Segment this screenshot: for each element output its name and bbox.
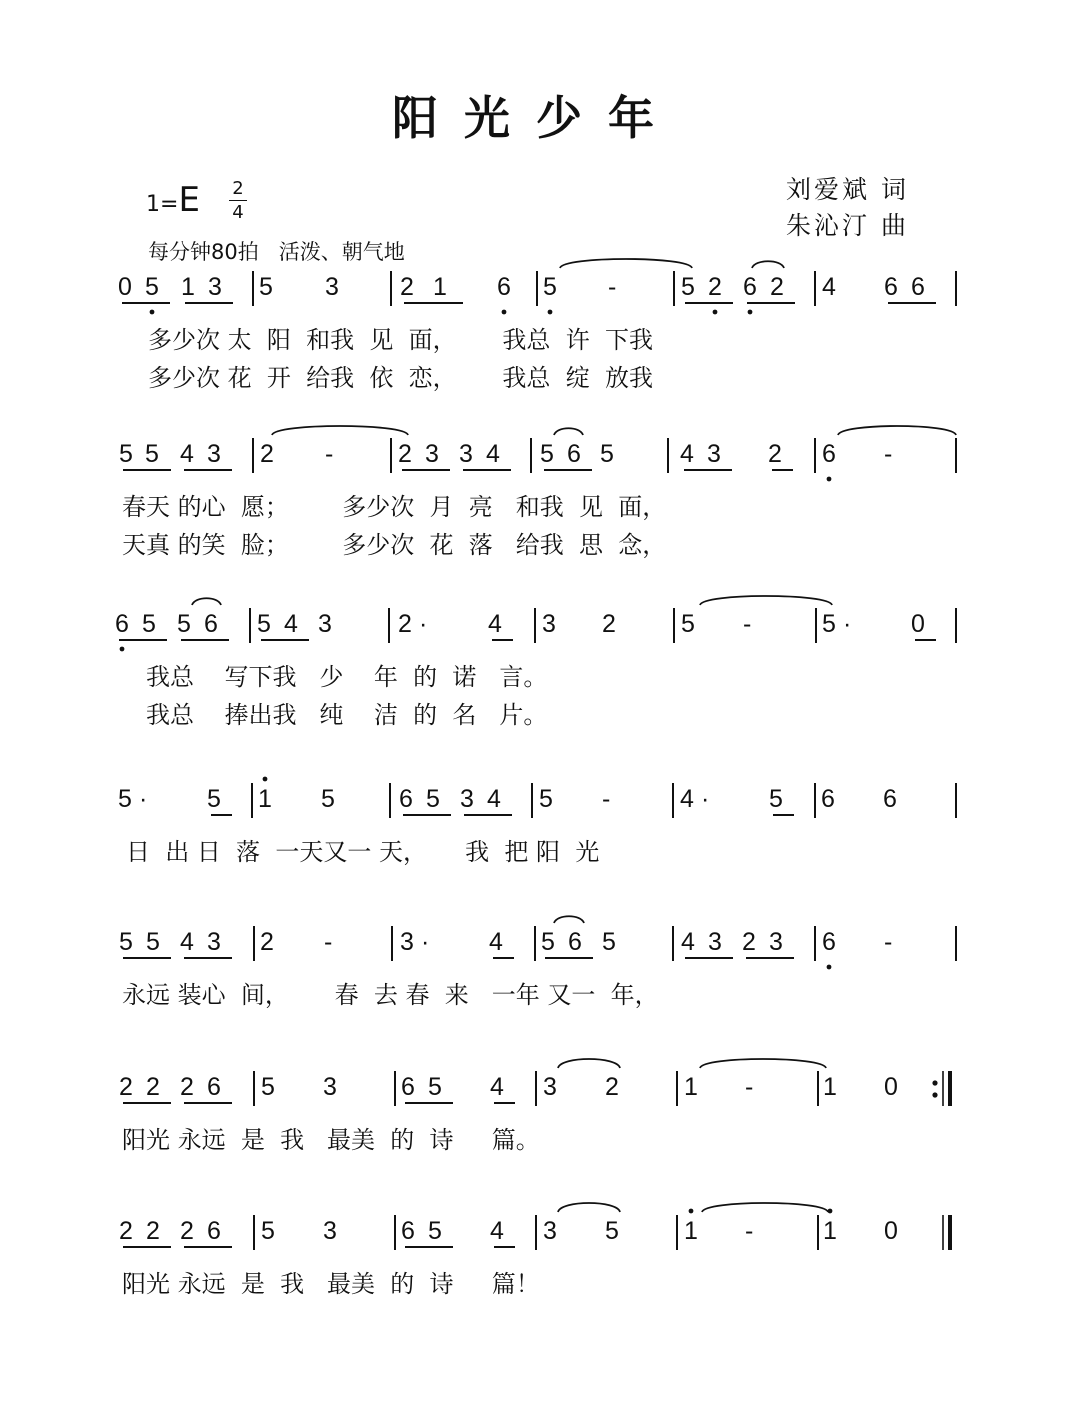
note: 3 (543, 1217, 557, 1245)
sustain-dash: - (743, 610, 752, 638)
sustain-dash: - (324, 928, 333, 956)
note: 2 (180, 1217, 194, 1245)
key-note: E (178, 180, 200, 220)
slur (558, 1203, 620, 1212)
slur (554, 916, 584, 923)
note: 6 (401, 1217, 415, 1245)
note: 2 (119, 1073, 133, 1101)
note: 4 (489, 928, 503, 956)
note: 5 (119, 928, 133, 956)
note: 5 (605, 1217, 619, 1245)
note: 5 (118, 785, 132, 813)
note: 4 (180, 928, 194, 956)
augmentation-dot: · (701, 785, 710, 813)
note: 6 (204, 610, 218, 638)
note: 3 (325, 273, 339, 301)
note: 5 (543, 273, 557, 301)
note: 1 (823, 1073, 837, 1101)
note: 3 (425, 440, 439, 468)
note: 4 (680, 440, 694, 468)
lyric-line: 阳光 永远 是 我 最美 的 诗 篇！ (122, 1270, 540, 1298)
slur (700, 1059, 826, 1068)
note: 4 (487, 785, 501, 813)
lyric-line: 天真 的笑 脸； 多少次 花 落 给我 思 念， (122, 531, 667, 559)
note: 6 (207, 1073, 221, 1101)
note: 2 (400, 273, 414, 301)
note: 1 (258, 785, 272, 813)
note: 3 (707, 440, 721, 468)
slur (702, 1203, 828, 1212)
octave-dot-below (827, 477, 832, 482)
note: 2 (398, 610, 412, 638)
note: 6 (207, 1217, 221, 1245)
note: 2 (398, 440, 412, 468)
note: 4 (490, 1073, 504, 1101)
note: 3 (323, 1217, 337, 1245)
slur (700, 596, 832, 605)
note: 4 (680, 785, 694, 813)
note: 4 (486, 440, 500, 468)
note: 0 (118, 273, 132, 301)
note: 5 (539, 785, 553, 813)
repeat-dot (932, 1092, 937, 1097)
sustain-dash: - (608, 273, 617, 301)
octave-dot-above (689, 1209, 694, 1214)
octave-dot-above (263, 777, 268, 782)
note: 5 (119, 440, 133, 468)
note: 0 (911, 610, 925, 638)
sustain-dash: - (325, 440, 334, 468)
note: 2 (260, 928, 274, 956)
time-top: 2 (232, 178, 244, 199)
note: 1 (684, 1217, 698, 1245)
sustain-dash: - (602, 785, 611, 813)
slur (272, 426, 408, 435)
note: 5 (428, 1073, 442, 1101)
note: 1 (433, 273, 447, 301)
slur (558, 1059, 620, 1068)
note: 3 (318, 610, 332, 638)
note: 6 (884, 273, 898, 301)
note: 6 (821, 785, 835, 813)
song-title: 阳光少年 (392, 91, 680, 145)
note: 6 (401, 1073, 415, 1101)
repeat-dot (932, 1080, 937, 1085)
note: 6 (568, 928, 582, 956)
note: 5 (540, 440, 554, 468)
note: 5 (541, 928, 555, 956)
note: 4 (822, 273, 836, 301)
note: 3 (542, 610, 556, 638)
note: 5 (257, 610, 271, 638)
sustain-dash: - (745, 1073, 754, 1101)
note: 6 (743, 273, 757, 301)
lyric-line: 多少次 花 开 给我 依 恋， 我总 绽 放我 (148, 364, 653, 392)
tempo-marking: 每分钟80拍 活泼、朝气地 (148, 240, 405, 264)
note: 5 (207, 785, 221, 813)
note: 4 (681, 928, 695, 956)
note: 3 (769, 928, 783, 956)
note: 2 (180, 1073, 194, 1101)
key-prefix: 1= (146, 192, 179, 217)
note: 6 (497, 273, 511, 301)
note: 3 (459, 440, 473, 468)
augmentation-dot: · (419, 610, 428, 638)
note: 5 (261, 1073, 275, 1101)
note: 5 (426, 785, 440, 813)
note: 5 (177, 610, 191, 638)
note: 6 (883, 785, 897, 813)
note: 2 (602, 610, 616, 638)
note: 1 (684, 1073, 698, 1101)
note: 5 (259, 273, 273, 301)
note: 5 (142, 610, 156, 638)
lyric-line: 春天 的心 愿； 多少次 月 亮 和我 见 面， (122, 493, 667, 521)
note: 2 (770, 273, 784, 301)
note: 5 (145, 440, 159, 468)
note: 2 (119, 1217, 133, 1245)
note: 2 (146, 1217, 160, 1245)
note: 5 (681, 610, 695, 638)
note: 1 (823, 1217, 837, 1245)
lyric-line: 多少次 太 阳 和我 见 面， 我总 许 下我 (148, 326, 653, 354)
slur (192, 598, 221, 605)
augmentation-dot: · (843, 610, 852, 638)
octave-dot-below (150, 310, 155, 315)
note: 6 (115, 610, 129, 638)
note: 2 (146, 1073, 160, 1101)
octave-dot-below (548, 310, 553, 315)
note: 5 (769, 785, 783, 813)
note: 0 (884, 1217, 898, 1245)
note: 4 (284, 610, 298, 638)
note: 6 (567, 440, 581, 468)
note: 4 (180, 440, 194, 468)
slur (838, 426, 956, 435)
lyricist-credit: 刘爱斌 词 (786, 175, 909, 204)
note: 5 (600, 440, 614, 468)
note: 2 (605, 1073, 619, 1101)
note: 5 (145, 273, 159, 301)
note: 6 (822, 928, 836, 956)
note: 3 (208, 273, 222, 301)
note: 3 (543, 1073, 557, 1101)
note: 3 (400, 928, 414, 956)
note: 0 (884, 1073, 898, 1101)
slur (752, 261, 784, 268)
octave-dot-below (502, 310, 507, 315)
note: 4 (488, 610, 502, 638)
octave-dot-below (713, 310, 718, 315)
note: 6 (399, 785, 413, 813)
note: 3 (207, 440, 221, 468)
octave-dot-below (748, 310, 753, 315)
lyric-line: 我总 捧出我 纯 洁 的 名 片。 (146, 701, 548, 729)
lyric-line: 永远 装心 间， 春 去 春 来 一年 又一 年， (122, 981, 659, 1009)
lyric-line: 日 出 日 落 一天又一 天， 我 把 阳 光 (126, 838, 600, 866)
note: 5 (681, 273, 695, 301)
slur (560, 259, 692, 268)
note: 2 (260, 440, 274, 468)
composer-credit: 朱沁汀 曲 (786, 211, 909, 240)
note: 2 (768, 440, 782, 468)
sustain-dash: - (884, 440, 893, 468)
note: 5 (146, 928, 160, 956)
lyric-line: 我总 写下我 少 年 的 诺 言。 (146, 663, 548, 691)
note: 3 (708, 928, 722, 956)
note: 1 (181, 273, 195, 301)
sustain-dash: - (884, 928, 893, 956)
note: 6 (822, 440, 836, 468)
note: 4 (490, 1217, 504, 1245)
sustain-dash: - (745, 1217, 754, 1245)
time-bottom: 4 (232, 202, 244, 223)
note: 5 (602, 928, 616, 956)
note: 2 (742, 928, 756, 956)
note: 5 (822, 610, 836, 638)
augmentation-dot: · (139, 785, 148, 813)
note: 2 (708, 273, 722, 301)
note: 3 (207, 928, 221, 956)
lyric-line: 阳光 永远 是 我 最美 的 诗 篇。 (122, 1126, 540, 1154)
octave-dot-below (827, 965, 832, 970)
slur (554, 428, 583, 435)
note: 5 (321, 785, 335, 813)
note: 3 (460, 785, 474, 813)
augmentation-dot: · (421, 928, 430, 956)
note: 3 (323, 1073, 337, 1101)
note: 5 (261, 1217, 275, 1245)
note: 5 (428, 1217, 442, 1245)
note: 6 (911, 273, 925, 301)
octave-dot-below (120, 647, 125, 652)
